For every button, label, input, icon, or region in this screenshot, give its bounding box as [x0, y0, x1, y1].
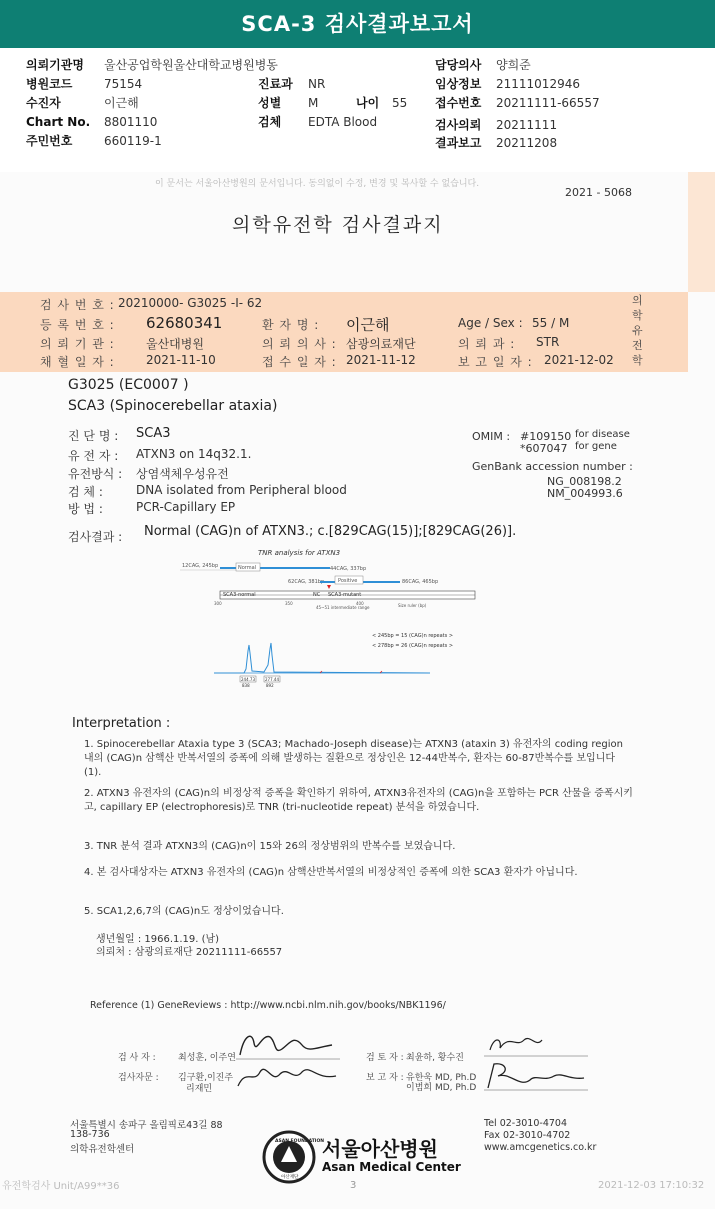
doctor: 삼광의료재단 [346, 337, 416, 351]
report-title: SCA-3 검사결과보고서 [241, 12, 474, 36]
exam-no-label: 검 사 번 호 : [40, 298, 115, 312]
tester: 최성훈, 이주연 [178, 1053, 236, 1063]
figure-lower-right: 86CAG, 465bp [402, 579, 439, 585]
signature-stroke [490, 1038, 542, 1050]
report-label: 보 고 일 자 : [458, 355, 533, 369]
header-value: 660119-1 [104, 134, 162, 148]
figure-lower-left: 62CAG, 381bp [288, 579, 325, 585]
header-value: 21111012946 [496, 77, 580, 91]
header-key: 임상정보 [435, 77, 482, 91]
header-value: 75154 [104, 77, 143, 91]
diagnosis-label: 진 단 명 : [68, 429, 119, 443]
figure-left-label: 12CAG, 245bp [182, 563, 219, 569]
dept-label: 의 뢰 과 : [458, 337, 516, 351]
consult-label: 검사자문 : [118, 1073, 159, 1083]
header-key: 수진자 [26, 96, 61, 110]
exam-no: 20210000- G3025 -I- 62 [118, 296, 263, 310]
vertical-char: 학 [632, 309, 643, 322]
reporter-1: 유한욱 MD, Ph.D [406, 1073, 477, 1083]
header-info [26, 56, 706, 156]
tick-350: 350 [285, 601, 293, 606]
figure-title: TNR analysis for ATXN3 [258, 549, 341, 557]
normal-label: Normal [238, 565, 257, 571]
peak1-sub: 838 [242, 683, 250, 688]
asan-foundation-logo-icon [262, 1130, 325, 1184]
result-label: 검사결과 : [68, 530, 123, 544]
header-value: 울산공업학원울산대학교병원병동 [104, 58, 278, 72]
peak-note-1: < 245bp = 15 (CAG)n repeats > [372, 633, 454, 639]
header-key: 검체 [258, 115, 282, 129]
header-key: Chart No. [26, 115, 91, 129]
omim-label: OMIM : [472, 430, 511, 443]
red-marker [327, 585, 331, 589]
signature-stroke [238, 1069, 336, 1086]
interpretation-item: 2. ATXN3 유전자의 (CAG)n의 비정상적 증폭을 확인하기 위하여, ATXN3유전자의 (CAG)n을 포함하는 PCR 산물을 증폭시키고, capillary EP (electrophoresis)로 TNR (tri-nucleotide repeat) 분석을 하였습니다. [84, 788, 633, 813]
doc-title: 의학유전학 검사결과지 [232, 214, 444, 236]
omim-gene-note: for gene [575, 441, 617, 452]
doctor-label: 의 뢰 의 사 : [262, 337, 337, 351]
gene-label: 유 전 자 : [68, 449, 119, 463]
hospital-name-kr: 서울아산병원 [322, 1137, 438, 1161]
vertical-tag [632, 293, 646, 368]
header-key: 의뢰기관명 [26, 58, 84, 72]
header-value: NR [308, 77, 326, 91]
age-sex-label: Age / Sex : [458, 316, 523, 330]
reporter-2: 이범희 MD, Ph.D [406, 1083, 477, 1093]
requester: 의뢰처 : 삼광의료재단 20211111-66557 [96, 947, 283, 958]
consult-1: 김구환,이진주 [178, 1073, 234, 1083]
header-key: 주민번호 [26, 134, 73, 148]
fax: Fax 02-3010-4702 [484, 1130, 571, 1141]
patient-label: 환 자 명 : [262, 318, 320, 332]
signature-stroke [488, 1064, 584, 1088]
interpretation-item: 1. Spinocerebellar Ataxia type 3 (SCA3; Machado-Joseph disease)는 ATXN3 (ataxin 3) 유전자의 coding region 내의 (CAG)n 삼핵산 반복서열의 증폭에 의해 발생하는 질환으로 정상인은 12-44반복수, 환자는 60-87반복수를 보입니다 (1). [84, 739, 623, 778]
scale-mutant: SCA3-mutant [328, 592, 362, 598]
tnr-analysis-figure [180, 545, 500, 690]
receipt-date: 2021-11-12 [346, 353, 416, 367]
reviewer: 최윤하, 황수진 [406, 1053, 464, 1063]
vertical-char: 전 [632, 339, 643, 352]
dept: STR [536, 335, 560, 349]
omim-disease-note: for disease [575, 429, 630, 440]
peak1-value: 244.73 [241, 677, 255, 682]
doc-number: 2021 - 5068 [565, 186, 632, 199]
interpretation-title: Interpretation : [72, 716, 171, 731]
collect-date: 2021-11-10 [146, 353, 216, 367]
interpretation-item: 5. SCA1,2,6,7의 (CAG)n도 정상이었습니다. [84, 906, 284, 917]
report-title-bar [0, 0, 715, 48]
size-ruler-label: Size ruler (bp) [398, 603, 427, 608]
header-value: 20211111 [496, 118, 558, 132]
report-date: 2021-12-02 [544, 353, 614, 367]
document-edge-strip [688, 172, 715, 292]
genbank-2: NM_004993.6 [547, 487, 623, 500]
header-key: 결과보고 [435, 136, 482, 150]
method: PCR-Capillary EP [136, 500, 236, 514]
header-key: 진료과 [258, 77, 293, 91]
vertical-char: 유 [632, 324, 643, 337]
consult-2: 리재민 [186, 1084, 213, 1094]
scale-normal: SCA3-normal [223, 592, 256, 598]
tick-400: 400 [356, 601, 364, 606]
header-key: 병원코드 [26, 77, 73, 91]
peak-note-2: < 278bp = 26 (CAG)n repeats > [372, 643, 454, 649]
birth-date: 생년월일 : 1966.1.19. (남) [96, 934, 220, 945]
header-value: 20211208 [496, 136, 558, 150]
header-key: 검사의뢰 [435, 118, 482, 132]
peak2-sub: 892 [266, 683, 274, 688]
tick-300: 300 [214, 601, 222, 606]
scale-nc: NC [313, 592, 321, 598]
logo-ring-text: ASAN FOUNDATION [275, 1139, 325, 1144]
omim-disease: #109150 [520, 430, 572, 443]
reg-no: 62680341 [146, 314, 223, 332]
age-label: 나이 [356, 96, 380, 110]
logo-sub-text: 아산재단 [281, 1175, 299, 1180]
inheritance: 상염색체우성유전 [136, 467, 229, 481]
vertical-char: 의 [632, 294, 643, 307]
test-code: G3025 (EC0007 ) [68, 377, 189, 393]
consult-signature [232, 1058, 342, 1092]
age-value: 55 [392, 96, 408, 110]
address-line-3: 의학유전학센터 [70, 1144, 135, 1155]
age-sex: 55 / M [532, 316, 570, 330]
inst-label: 의 뢰 기 관 : [40, 337, 115, 351]
address-line-1: 서울특별시 송파구 올림픽로43길 88 [70, 1120, 223, 1131]
interpretation-item: 3. TNR 분석 결과 ATXN3의 (CAG)n이 15와 26의 정상범위의 반복수를 보였습니다. [84, 841, 456, 852]
reviewer-label: 검 토 자 : [366, 1053, 404, 1063]
method-label: 방 법 : [68, 502, 103, 516]
header-value: EDTA Blood [308, 115, 378, 129]
range-note: 45~51 intermediate range [316, 605, 370, 610]
header-value: 양희준 [496, 58, 531, 72]
header-key: 성별 [258, 96, 282, 110]
address-line-2: 138-736 [70, 1129, 110, 1140]
interpretation-item: 4. 본 검사대상자는 ATXN3 유전자의 (CAG)n 삼핵산반복서열의 비정상적인 증폭에 의한 SCA3 환자가 아닙니다. [84, 867, 578, 878]
positive-label: Positive [338, 578, 358, 584]
specimen: DNA isolated from Peripheral blood [136, 483, 347, 497]
receipt-label: 접 수 일 자 : [262, 355, 337, 369]
inst: 울산대병원 [146, 337, 204, 351]
footer-left: 유전학검사 Unit/A99**36 [2, 1181, 120, 1192]
header-value: 8801110 [104, 115, 158, 129]
peak2-value: 277.44 [265, 677, 279, 682]
header-value: 20211111-66557 [496, 96, 600, 110]
reporter-signature [480, 1058, 590, 1094]
diagnosis: SCA3 [136, 426, 171, 441]
test-name: SCA3 (Spinocerebellar ataxia) [68, 398, 278, 414]
patient-name: 이근해 [346, 316, 390, 334]
genbank-label: GenBank accession number : [472, 460, 633, 473]
reviewer-signature [480, 1028, 590, 1060]
reporter-label: 보 고 자 : [366, 1073, 404, 1083]
omim-gene: *607047 [520, 442, 568, 455]
inheritance-label: 유전방식 : [68, 467, 123, 481]
footer-page: 3 [350, 1180, 357, 1191]
tel: Tel 02-3010-4704 [484, 1118, 567, 1129]
reg-no-label: 등 록 번 호 : [40, 318, 115, 332]
vertical-char: 학 [632, 354, 643, 367]
gene: ATXN3 on 14q32.1. [136, 447, 252, 461]
website: www.amcgenetics.co.kr [484, 1142, 597, 1153]
header-value: M [308, 96, 319, 110]
watermark-notice: 이 문서는 서울아산병원의 문서입니다. 동의없이 수정, 변경 및 복사할 수 없습니다. [155, 179, 480, 189]
reference: Reference (1) GeneReviews : http://www.ncbi.nlm.nih.gov/books/NBK1196/ [90, 1000, 446, 1011]
footer-timestamp: 2021-12-03 17:10:32 [598, 1180, 705, 1191]
specimen-label: 검 체 : [68, 485, 103, 499]
header-value: 이근해 [104, 96, 139, 110]
hospital-name-en: Asan Medical Center [322, 1160, 461, 1174]
tester-label: 검 사 자 : [118, 1053, 156, 1063]
signature-stroke [240, 1036, 332, 1055]
result: Normal (CAG)n of ATXN3.; c.[829CAG(15)];[829CAG(26)]. [144, 524, 517, 539]
header-key: 담당의사 [435, 58, 482, 72]
figure-mid-label: 44CAG, 337bp [330, 566, 367, 572]
header-key: 접수번호 [435, 96, 482, 110]
genbank-1: NG_008198.2 [547, 475, 622, 488]
collect-label: 채 혈 일 자 : [40, 355, 115, 369]
